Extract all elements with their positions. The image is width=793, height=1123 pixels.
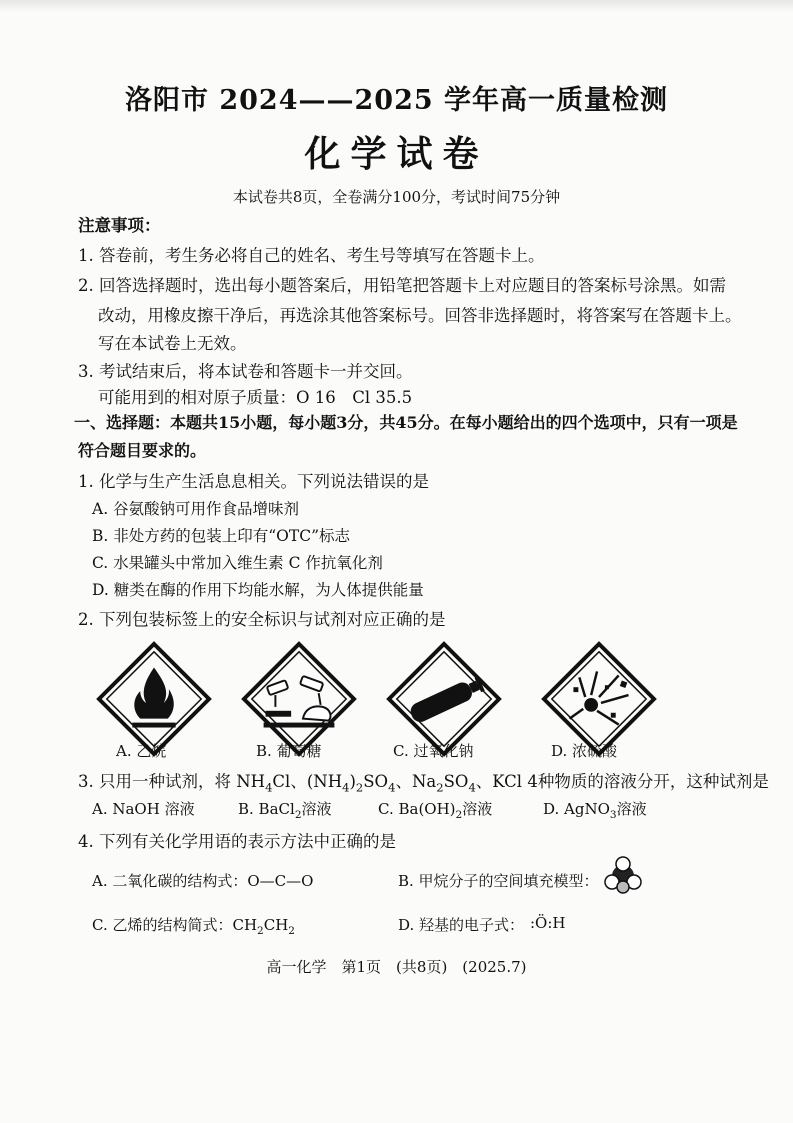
question-3-option-d: D. AgNO$_3$溶液: [543, 800, 647, 821]
question-2-option-d: D. 浓硫酸: [551, 742, 618, 760]
question-4-stem: 4. 下列有关化学用语的表示方法中正确的是: [78, 832, 396, 851]
question-1-option-d: D. 糖类在酶的作用下均能水解，为人体提供能量: [92, 581, 424, 599]
question-2-option-b: B. 葡萄糖: [256, 742, 322, 760]
notice-heading: 注意事项：: [78, 216, 161, 235]
question-4-option-b: B. 甲烷分子的空间填充模型：: [398, 872, 599, 890]
question-2-stem: 2. 下列包装标签上的安全标识与试剂对应正确的是: [78, 610, 446, 629]
question-4-option-a: A. 二氧化碳的结构式：O—C—O: [92, 872, 314, 890]
exam-title: 洛阳市 2024——2025 学年高一质量检测: [124, 85, 669, 116]
section-heading-cont: 符合题目要求的。: [78, 441, 207, 460]
question-2-option-c: C. 过氧化钠: [393, 742, 474, 760]
question-1-option-c: C. 水果罐头中常加入维生素 C 作抗氧化剂: [92, 554, 383, 572]
question-3-stem: 3. 只用一种试剂，将 $NH_4Cl$、$(NH_4)_2SO_4$、$Na_2SO_4$、KCl 4种物质的溶液分开，这种试剂是: [78, 772, 769, 795]
question-3-option-a: A. NaOH 溶液: [92, 800, 195, 818]
notice-item: 3. 考试结束后，将本试卷和答题卡一并交回。: [78, 362, 413, 381]
question-4-option-c: C. 乙烯的结构简式：$CH_2CH_2$: [92, 916, 295, 937]
notice-item: 2. 回答选择题时，选出每小题答案后，用铅笔把答题卡上对应题目的答案标号涂黑。如需: [78, 276, 726, 295]
atomic-mass-note: 可能用到的相对原子质量：O 16 Cl 35.5: [98, 388, 413, 407]
section-heading: 一、选择题：本题共15小题，每小题3分，共45分。在每小题给出的四个选项中，只有一项是: [74, 413, 738, 432]
notice-item: 改动，用橡皮擦干净后，再选涂其他答案标号。回答非选择题时，将答案写在答题卡上。: [98, 306, 742, 325]
question-2-option-a: A. 乙烷: [116, 742, 167, 760]
notice-item: 写在本试卷上无效。: [98, 334, 247, 353]
question-4-option-d: D. 羟基的电子式：: [398, 916, 525, 934]
question-1-stem: 1. 化学与生产生活息息相关。下列说法错误的是: [78, 472, 429, 491]
page-footer: 高一化学 第1页 (共8页) (2025.7): [266, 958, 527, 976]
methane-space-filling-model-icon: [603, 856, 643, 896]
exam-subject-title: 化学试卷: [304, 133, 489, 175]
hydroxyl-electron-formula: :Ö:H: [530, 914, 566, 932]
question-1-option-a: A. 谷氨酸钠可用作食品增味剂: [92, 500, 300, 518]
scan-edge: [0, 0, 793, 12]
exam-info: 本试卷共8页，全卷满分100分，考试时间75分钟: [232, 188, 561, 206]
question-1-option-b: B. 非处方药的包装上印有“OTC”标志: [92, 527, 350, 545]
question-3-option-c: C. $Ba(OH)_2$溶液: [378, 800, 493, 821]
question-3-option-b: B. BaCl$_2$溶液: [238, 800, 332, 821]
notice-item: 1. 答卷前，考生务必将自己的姓名、考生号等填写在答题卡上。: [78, 246, 545, 265]
